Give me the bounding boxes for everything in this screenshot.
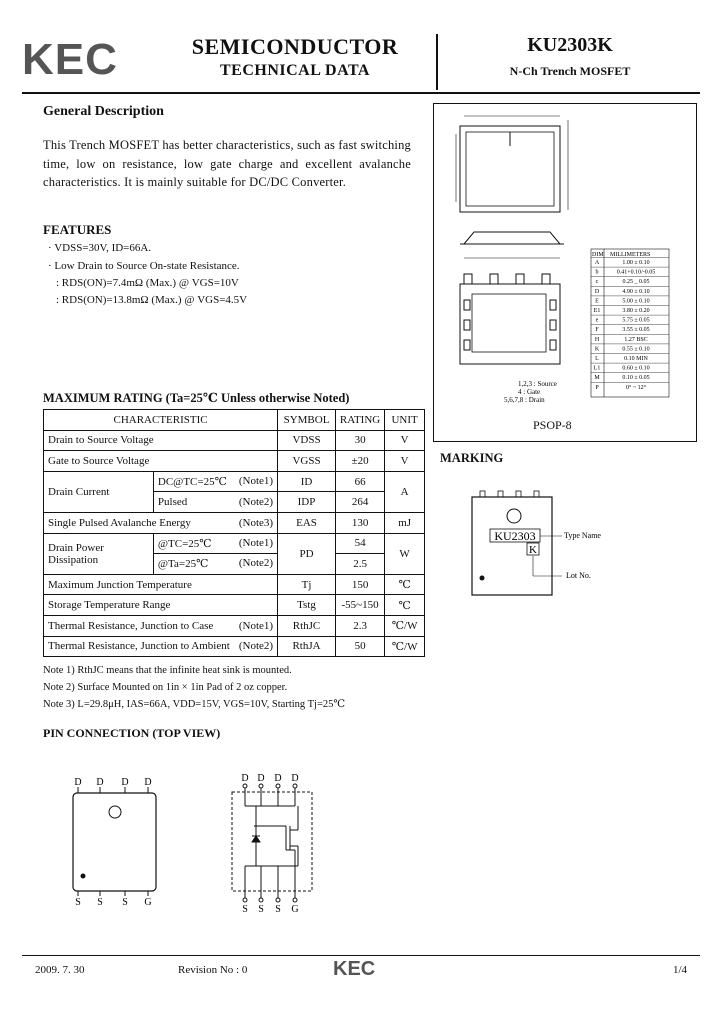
condition-text: @Ta=25℃ [157, 558, 209, 571]
package-outline-drawing [434, 104, 696, 441]
note-line: Note 2) Surface Mounted on 1in × 1in Pad of 2 oz copper. [43, 682, 288, 693]
pin-connection-package [62, 772, 172, 906]
dim-value: 0° ~ 12° [625, 384, 647, 391]
general-description-text: This Trench MOSFET has better characteristics, such as fast switching time, low on resistance, low gate charge and excellent avalanche characteristics. It is mainly suitable for DC/DC Converter. [43, 138, 411, 189]
schematic-pin-top: D [291, 773, 299, 784]
dim-symbol: e [595, 317, 599, 324]
dim-value: 1.27 BSC [624, 336, 648, 343]
dim-value: 5.75 ± 0.05 [622, 317, 650, 324]
technical-data-title: TECHNICAL DATA [220, 62, 370, 79]
dim-value: 3.80 ± 0.20 [622, 308, 650, 314]
condition-note: (Note1) [238, 536, 274, 549]
row-label: Drain Power Dissipation [44, 533, 154, 574]
semiconductor-title: SEMICONDUCTOR [191, 34, 399, 59]
dim-header-mm: MILLIMETERS [610, 252, 651, 258]
dim-symbol: E [595, 298, 599, 305]
pin-legend-line: 1,2,3 : Source [518, 380, 557, 388]
table-row [44, 430, 425, 451]
row-unit: mJ [385, 512, 425, 533]
feature-item: · VDSS=30V, ID=66A. [48, 242, 152, 254]
row-symbol: RthJC [278, 615, 336, 636]
pin1-marker [109, 806, 121, 818]
row-label: Storage Temperature Range [44, 595, 278, 616]
table-header-row [44, 410, 425, 431]
marking-lot-label: Lot No. [566, 571, 591, 580]
condition-text: @TC=25℃ [157, 537, 212, 550]
row-symbol: EAS [278, 512, 336, 533]
part-number: KU2303K [527, 34, 613, 56]
dim-symbol: D [594, 288, 600, 295]
table-row [44, 451, 425, 472]
dim-symbol: L1 [593, 365, 601, 372]
dim-symbol: c [595, 279, 599, 286]
row-rating: ±20 [335, 451, 384, 472]
dim-symbol: E1 [593, 308, 601, 314]
dim-value: 0.10 MIN [624, 356, 648, 362]
max-rating-heading: MAXIMUM RATING (Ta=25℃ Unless otherwise Noted) [43, 391, 350, 405]
dim-symbol: A [594, 260, 600, 266]
row-label: Gate to Source Voltage [44, 451, 278, 472]
general-description-heading: General Description [43, 104, 164, 119]
schematic-pin-bottom: S [242, 904, 248, 915]
marking-lot-text: K [529, 544, 537, 556]
row-unit: V [385, 430, 425, 451]
pin-label-top: D [74, 777, 82, 788]
pin-label-bottom: S [122, 897, 128, 906]
row-rating: 54 [335, 533, 384, 554]
pin-connection-heading: PIN CONNECTION (TOP VIEW) [43, 726, 221, 740]
row-unit: W [385, 533, 425, 574]
dim-symbol: K [594, 346, 600, 353]
package-name: PSOP-8 [533, 418, 572, 432]
dim-value: 0.55 ± 0.10 [622, 346, 650, 353]
row-symbol: VGSS [278, 451, 336, 472]
dim-symbol: b [595, 269, 599, 276]
header-rating: RATING [335, 410, 384, 431]
row-label: Maximum Junction Temperature [44, 574, 278, 595]
header-unit: UNIT [385, 410, 425, 431]
condition-text: DC@TC=25℃ [157, 476, 227, 489]
header-rule [22, 92, 700, 94]
dim-value: 0.41+0.10/-0.05 [616, 269, 656, 276]
row-unit: V [385, 451, 425, 472]
row-label [44, 512, 278, 533]
pin-label-bottom: G [144, 897, 152, 906]
note-line: Note 3) L=29.8μH, IAS=66A, VDD=15V, VGS=10V, Starting Tj=25℃ [43, 699, 346, 710]
row-unit: ℃/W [385, 615, 425, 636]
dim-symbol: F [595, 327, 599, 334]
feature-item: · Low Drain to Source On-state Resistance. [48, 260, 240, 272]
marking-type-label: Type Name [564, 531, 601, 540]
row-label [44, 615, 278, 636]
row-symbol: IDP [278, 492, 336, 513]
pin-label-top: D [96, 777, 104, 788]
marking-type-text: KU2303 [494, 529, 536, 543]
dim-symbol: L [595, 356, 599, 362]
dim-value: 0.60 ± 0.10 [622, 365, 650, 372]
schematic-pin-top: D [241, 773, 249, 784]
pin-label-top: D [144, 777, 152, 788]
notes [43, 662, 345, 713]
marking-heading: MARKING [440, 451, 504, 465]
feature-item: : RDS(ON)=7.4mΩ (Max.) @ VGS=10V [56, 277, 239, 289]
condition-note: (Note1) [238, 475, 274, 488]
table-row [44, 512, 425, 533]
pin-legend-line: 4 : Gate [518, 388, 541, 396]
dim-value: 5.00 ± 0.10 [622, 298, 650, 305]
row-symbol: Tstg [278, 595, 336, 616]
row-unit: ℃ [385, 574, 425, 595]
dim-value: 0.25 _ 0.05 [622, 279, 650, 286]
row-rating: 264 [335, 492, 384, 513]
footer-revision: Revision No : 0 [178, 964, 248, 976]
dim-symbol: P [595, 384, 599, 391]
row-label: Drain to Source Voltage [44, 430, 278, 451]
header-divider [436, 34, 438, 90]
schematic-pin-top: D [274, 773, 282, 784]
row-condition [153, 471, 277, 492]
kec-logo: KEC [22, 35, 118, 84]
schematic-pin-top: D [257, 773, 265, 784]
schematic-pin-bottom: G [291, 904, 299, 915]
row-condition [153, 533, 277, 554]
max-rating-table [43, 409, 425, 657]
table-row [44, 595, 425, 616]
row-rating: 150 [335, 574, 384, 595]
row-symbol: ID [278, 471, 336, 492]
row-symbol: Tj [278, 574, 336, 595]
pin-label-bottom: S [75, 897, 81, 906]
schematic-pin-bottom: S [258, 904, 264, 915]
marking-drawing [466, 490, 706, 600]
orientation-dot [81, 874, 86, 879]
row-rating: 30 [335, 430, 384, 451]
footer-date: 2009. 7. 30 [35, 964, 85, 976]
table-row [44, 636, 425, 657]
footer-kec-logo: KEC [333, 958, 376, 980]
table-row [44, 574, 425, 595]
table-row [44, 471, 425, 492]
row-rating: -55~150 [335, 595, 384, 616]
pin-legend-line: 5,6,7,8 : Drain [504, 396, 545, 404]
row-condition [153, 492, 277, 513]
row-label: Drain Current [44, 471, 154, 512]
label-text: Thermal Resistance, Junction to Ambient [48, 640, 230, 653]
condition-note: (Note2) [238, 496, 274, 509]
package-drawing-box [433, 103, 697, 442]
dimension-table [591, 249, 669, 397]
feature-item: : RDS(ON)=13.8mΩ (Max.) @ VGS=4.5V [56, 294, 248, 306]
note-line: Note 1) RthJC means that the infinite heat sink is mounted. [43, 665, 292, 676]
row-condition [153, 554, 277, 575]
dim-value: 1.00 ± 0.10 [622, 260, 650, 266]
label-text: Single Pulsed Avalanche Energy [48, 516, 191, 529]
row-rating: 130 [335, 512, 384, 533]
row-unit: A [385, 471, 425, 512]
row-symbol: VDSS [278, 430, 336, 451]
row-symbol: RthJA [278, 636, 336, 657]
table-row [44, 533, 425, 554]
row-label [44, 636, 278, 657]
part-subtitle: N-Ch Trench MOSFET [509, 64, 631, 78]
row-symbol: PD [278, 533, 336, 574]
marking-package-body [472, 497, 552, 595]
label-note: (Note3) [238, 516, 274, 529]
dim-symbol: M [594, 375, 600, 382]
row-rating: 66 [335, 471, 384, 492]
label-note: (Note2) [238, 640, 274, 653]
row-rating: 50 [335, 636, 384, 657]
condition-note: (Note2) [238, 557, 274, 570]
row-rating: 2.5 [335, 554, 384, 575]
table-row [44, 615, 425, 636]
header-symbol: SYMBOL [278, 410, 336, 431]
pin-label-bottom: S [97, 897, 103, 906]
label-text: Thermal Resistance, Junction to Case [48, 619, 214, 632]
features-heading: FEATURES [43, 222, 112, 237]
dim-value: 3.55 ± 0.05 [622, 327, 650, 334]
dim-value: 0.10 ± 0.05 [622, 375, 650, 382]
label-note: (Note1) [238, 619, 274, 632]
row-rating: 2.3 [335, 615, 384, 636]
dim-value: 4.90 ± 0.10 [622, 288, 650, 295]
dim-symbol: H [594, 336, 600, 343]
row-unit: ℃ [385, 595, 425, 616]
condition-text: Pulsed [157, 496, 188, 509]
footer-rule [22, 955, 700, 956]
dim-header-dim: DIM [592, 252, 604, 258]
row-unit: ℃/W [385, 636, 425, 657]
schematic-pin-bottom: S [275, 904, 281, 915]
footer-page-number: 1/4 [673, 964, 688, 976]
pin-connection-schematic [226, 770, 322, 915]
header-characteristic: CHARACTERISTIC [44, 410, 278, 431]
pin-label-top: D [121, 777, 129, 788]
